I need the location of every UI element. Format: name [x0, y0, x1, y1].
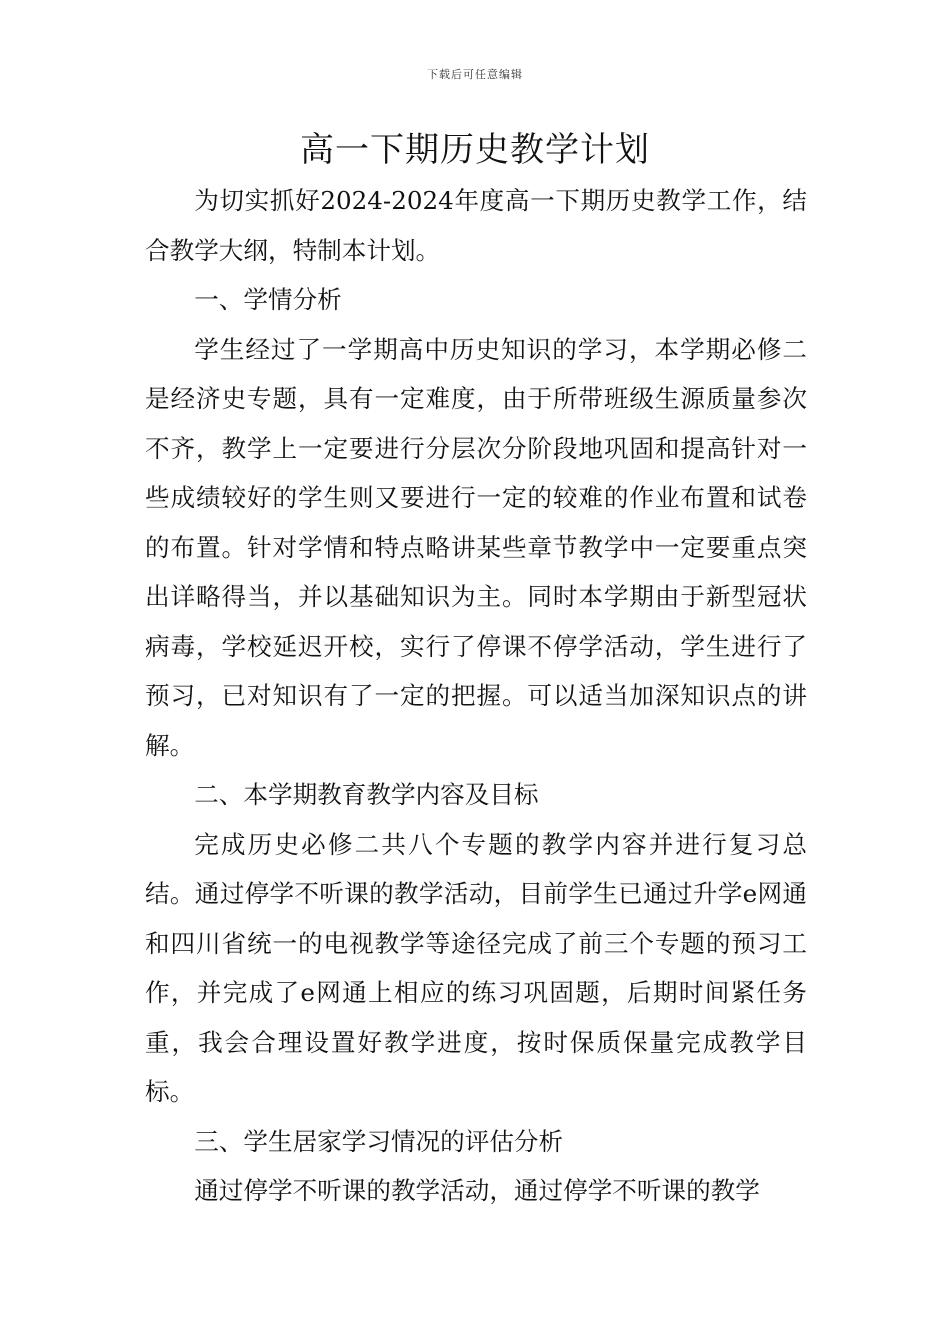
page-header-note: 下载后可任意编辑 — [427, 68, 523, 81]
intro-paragraph: 为切实抓好2024-2024年度高一下期历史教学工作，结合教学大纲，特制本计划。 — [145, 186, 807, 265]
section-1-paragraph: 学生经过了一学期高中历史知识的学习，本学期必修二是经济史专题，具有一定难度，由于所带班级生源质量参次不齐，教学上一定要进行分层次分阶段地巩固和提高针对一些成绩较好的学生则又要进行一定的较难的作业布置和试卷的布置。针对学情和特点略讲某些章节教学中一定要重点突出详略得当，并以基础知识为主。同时本学期由于新型冠状病毒，学校延迟开校，实行了停课不停学活动，学生进行了预习，已对知识有了一定的把握。可以适当加深知识点的讲解。 — [145, 334, 807, 760]
document-title: 高一下期历史教学计划 — [300, 130, 650, 170]
section-heading-1: 一、学情分析 — [194, 285, 342, 314]
section-2-paragraph: 完成历史必修二共八个专题的教学内容并进行复习总结。通过停学不听课的教学活动，目前学生已通过升学e网通和四川省统一的电视教学等途径完成了前三个专题的预习工作，并完成了e网通上相应的练习巩固题，后期时间紧任务重，我会合理设置好教学进度，按时保质保量完成教学目标。 — [145, 829, 807, 1106]
section-heading-3: 三、学生居家学习情况的评估分析 — [194, 1126, 564, 1156]
section-heading-2: 二、本学期教育教学内容及目标 — [194, 780, 539, 809]
document-body — [145, 176, 807, 1216]
section-3-paragraph: 通过停学不听课的教学活动，通过停学不听课的教学 — [194, 1176, 760, 1205]
